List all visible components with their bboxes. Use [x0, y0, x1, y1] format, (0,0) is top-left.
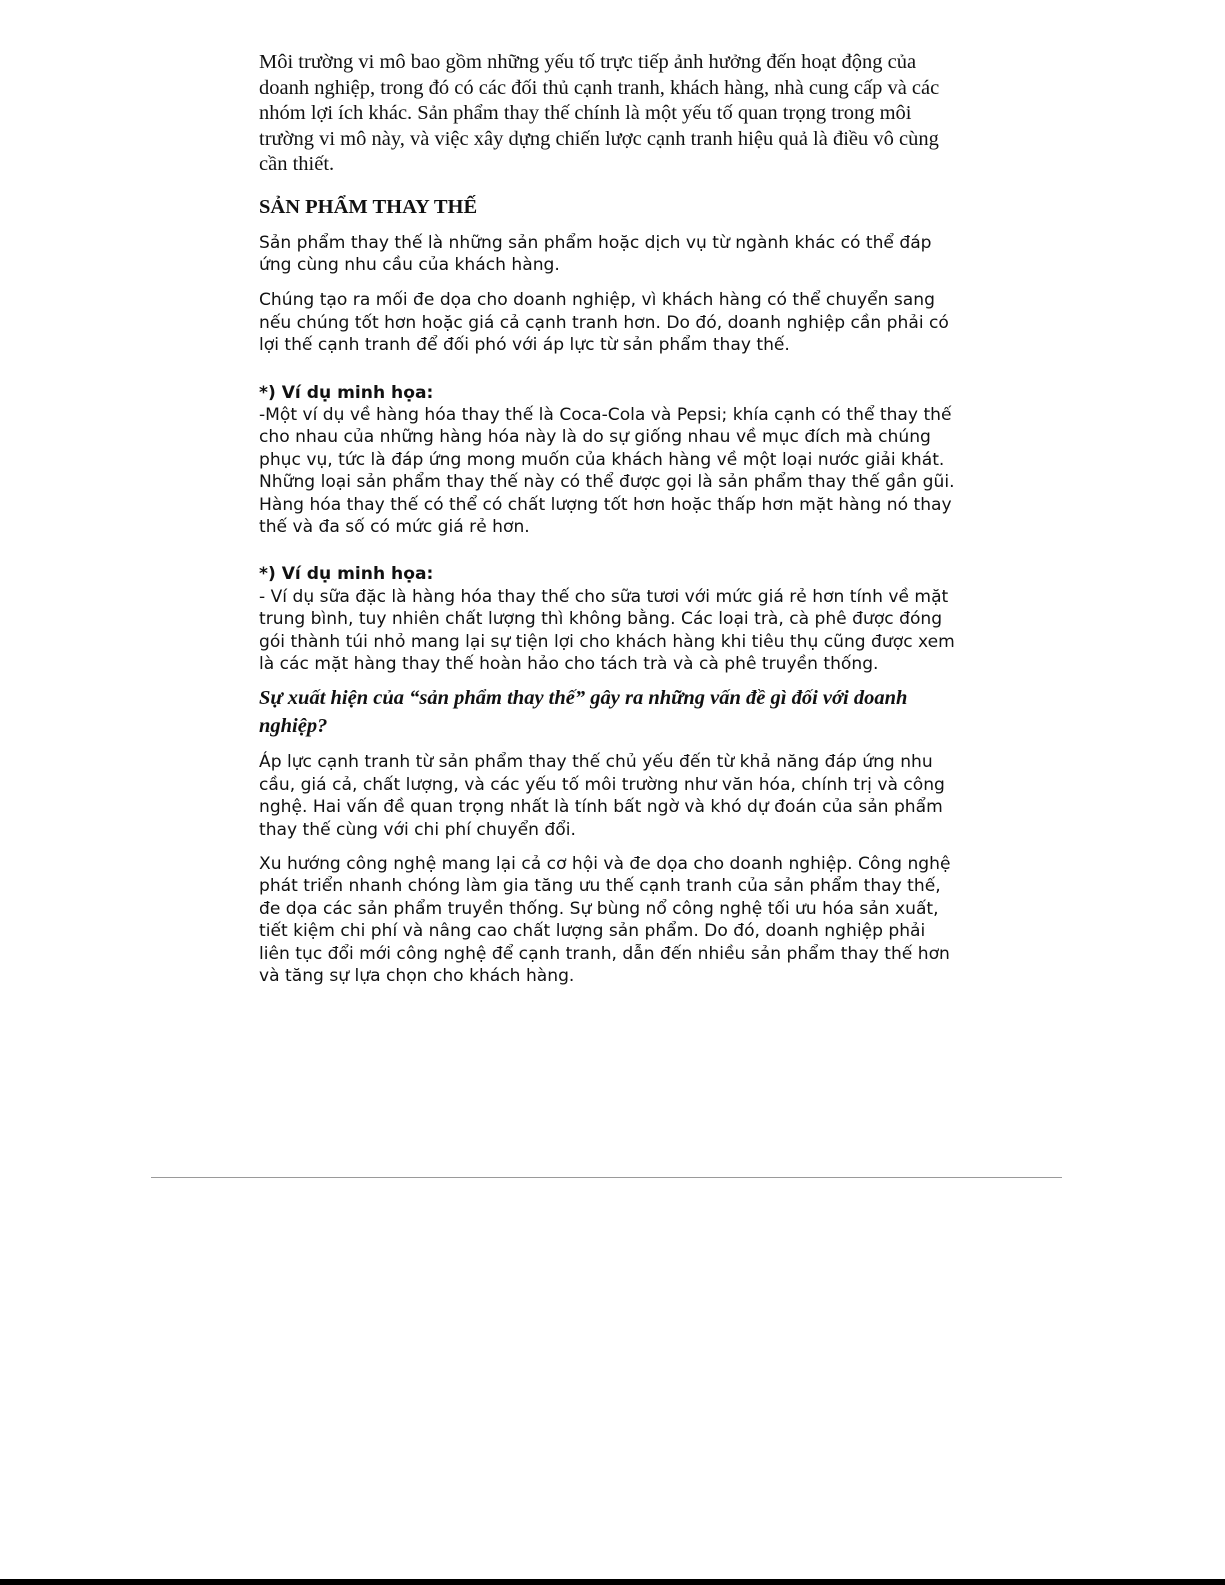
example-block-1 [259, 382, 959, 539]
threat-paragraph: Chúng tạo ra mối đe dọa cho doanh nghiệp, vì khách hàng có thể chuyển sang nếu chúng tốt hơn hoặc giá cả cạnh tranh hơn. Do đó, doanh nghiệp cần phải có lợi thế cạnh tranh để đối phó với áp lực từ sản phẩm thay thế. [259, 290, 949, 356]
example-label-2: *) Ví dụ minh họa: [259, 564, 434, 585]
section-heading: SẢN PHẨM THAY THẾ [259, 195, 478, 218]
page-divider [151, 1177, 1062, 1178]
document-body [259, 50, 959, 987]
intro-paragraph: Môi trường vi mô bao gồm những yếu tố trực tiếp ảnh hưởng đến hoạt động của doanh nghiệp, trong đó có các đối thủ cạnh tranh, khách hàng, nhà cung cấp và các nhóm lợi ích khác. Sản phẩm thay thế chính là một yếu tố quan trọng trong môi trường vi mô này, và việc xây dựng chiến lược cạnh tranh hiệu quả là điều vô cùng cần thiết. [259, 51, 940, 175]
example-text-1: -Một ví dụ về hàng hóa thay thế là Coca-Cola và Pepsi; khía cạnh có thể thay thế cho nhau của những hàng hóa này là do sự giống nhau về mục đích mà chúng phục vụ, tức là đáp ứng mong muốn của khách hàng về một loại nước giải khát. Những loại sản phẩm thay thế này có thể được gọi là sản phẩm thay thế gần gũi. Hàng hóa thay thế có thể có chất lượng tốt hơn hoặc thấp hơn mặt hàng nó thay thế và đa số có mức giá rẻ hơn. [259, 404, 955, 537]
example-block-2 [259, 563, 959, 675]
example-label-1: *) Ví dụ minh họa: [259, 382, 434, 403]
bottom-edge-bar [0, 1579, 1225, 1585]
pressure-paragraph: Áp lực cạnh tranh từ sản phẩm thay thế chủ yếu đến từ khả năng đáp ứng nhu cầu, giá cả, chất lượng, và các yếu tố môi trường như văn hóa, chính trị và công nghệ. Hai vấn đề quan trọng nhất là tính bất ngờ và khó dự đoán của sản phẩm thay thế cùng với chi phí chuyển đổi. [259, 752, 945, 840]
technology-paragraph: Xu hướng công nghệ mang lại cả cơ hội và đe dọa cho doanh nghiệp. Công nghệ phát triển nhanh chóng làm gia tăng ưu thế cạnh tranh của sản phẩm thay thế, đe dọa các sản phẩm truyền thống. Sự bùng nổ công nghệ tối ưu hóa sản xuất, tiết kiệm chi phí và nâng cao chất lượng sản phẩm. Do đó, doanh nghiệp phải liên tục đổi mới công nghệ để cạnh tranh, dẫn đến nhiều sản phẩm thay thế hơn và tăng sự lựa chọn cho khách hàng. [259, 854, 951, 987]
example-text-2: - Ví dụ sữa đặc là hàng hóa thay thế cho sữa tươi với mức giá rẻ hơn tính về mặt trung bình, tuy nhiên chất lượng thì không bằng. Các loại trà, cà phê được đóng gói thành túi nhỏ mang lại sự tiện lợi cho khách hàng khi tiêu thụ cũng được xem là các mặt hàng thay thế hoàn hảo cho tách trà và cà phê truyền thống. [259, 586, 955, 674]
question-heading: Sự xuất hiện của “sản phẩm thay thế” gây ra những vấn đề gì đối với doanh nghiệp? [259, 687, 908, 738]
definition-paragraph: Sản phẩm thay thế là những sản phẩm hoặc dịch vụ từ ngành khác có thể đáp ứng cùng nhu cầu của khách hàng. [259, 232, 932, 275]
